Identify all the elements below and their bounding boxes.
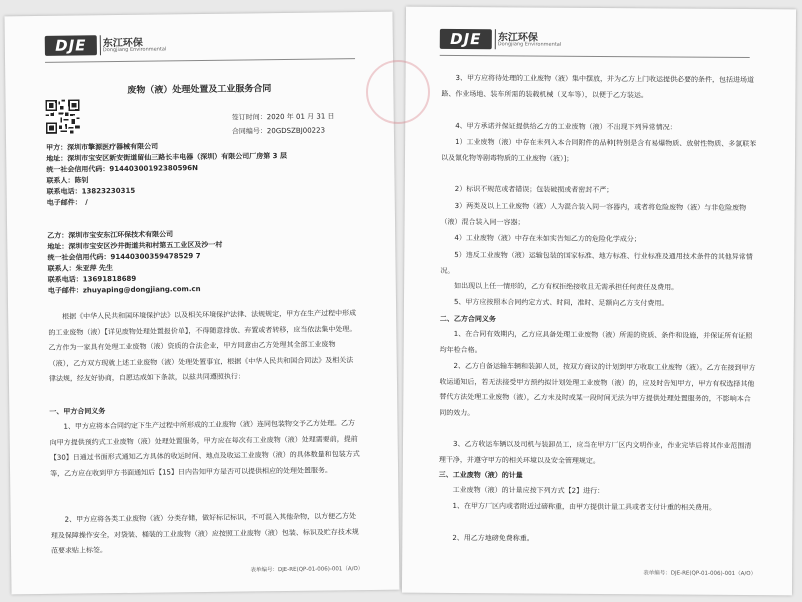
- clause-a4-item-4: 4）工业废物（液）中存在未如实告知乙方的危险化学成分；: [454, 233, 641, 244]
- section-heading-metering: 三、工业废物（液）的计量: [438, 470, 523, 480]
- party-b-address: 地址：深圳市宝安区沙井街道共和村第五工业区及沙一村: [47, 240, 223, 251]
- company-logo: DJE: [45, 35, 97, 56]
- seal-stamp-icon: [366, 60, 430, 124]
- clause-a1: 1、甲方应将本合同约定下生产过程中所形成的工业废物（液）连同包装物交予乙方处理。乙方向甲方提供预约式工业废物（液）处理处置服务，甲方应在每次有工业废物（液）处理需要前，提前【30】日通过书面形式通知乙方具体的收运时间、地点及收运工业废物（液）的具体数量和包装方式等，乙方应在收到甲方书面通知后【15】日内告知甲方是否可以提供相应的处理处置服务。: [49, 419, 360, 478]
- clause-b2: 2、乙方自备运输车辆和装卸人员，按双方商议的计划到甲方收取工业废物（液）。乙方在接到甲方收运通知后，若无法接受甲方预约拟计划处理工业废物（液）的，应及时告知甲方，甲方有权选择其他替代方法处理工业废物（液），乙方未及时或某一段时间无法为甲方提供处理处置服务的，不影响本合同的效力。: [439, 361, 756, 417]
- clause-a2: 2、甲方应将各类工业废物（液）分类存储，做好标记标识，不可混入其他杂物，以方便乙方处理及保障操作安全，对袋装、桶装的工业废物（液）应按照工业废物（液）包装、标识及贮存技术规范要求贴上标签。: [50, 512, 359, 555]
- party-a-email: 电子邮件： /: [46, 198, 88, 207]
- contract-number: 合同编号：20GDSZBJ00223: [231, 126, 326, 136]
- party-a-contact: 联系人：陈钊: [46, 176, 89, 185]
- company-name: 东江环保: [497, 32, 538, 44]
- page-header: [440, 25, 750, 58]
- clause-a5: 5、甲方应按照本合同约定方式、时间，准时、足额向乙方支付费用。: [453, 297, 669, 308]
- contract-title: 废物（液）处理处置及工业服务合同: [127, 84, 272, 96]
- company-name: 东江环保: [102, 37, 143, 50]
- contract-preamble: 根据《中华人民共和国环境保护法》以及相关环境保护法律、法规规定，甲方在生产过程中形成的工业废物（液）【详见废物处理处置报价单】，不得随意排放、弃置或者转移，应当依法集中处理。乙方作为一家具有处理工业废物（液）资质的合法企业，甲方同意由乙方处理其全部工业废物（液），乙方双方现就上述工业废物（液）处理处置事宜，根据《中华人民共和国合同法》及相关法律法规，经友好协商，自愿达成如下条款，以兹共同遵照执行：: [48, 309, 357, 383]
- section-heading-party-b: 二、乙方合同义务: [439, 314, 496, 324]
- party-b-phone: 联系电话：13691818689: [47, 274, 137, 284]
- party-b-contact: 联系人：朱亚萍 先生: [47, 264, 114, 273]
- party-a-phone: 联系电话：13823230315: [46, 186, 136, 196]
- section-heading-party-a: 一、甲方合同义务: [49, 407, 106, 416]
- sign-date: 签订时间：2020 年 01 月 31 日: [231, 112, 335, 122]
- company-name-en: Dongjiang Environmental: [102, 46, 167, 54]
- party-b-email: 电子邮件：zhuyaping@dongjiang.com.cn: [47, 285, 201, 295]
- party-b-credit-code: 统一社会信用代码：91440300359478529 7: [47, 252, 201, 262]
- page-header: [45, 28, 355, 63]
- clause-a4-item-5: 5）违反工业废物（液）运输包装的国家标准、地方标准、行业标准及通用技术条件的其他异常情况。: [440, 250, 753, 275]
- qr-code-icon: [46, 99, 80, 133]
- contract-page-1: [4, 12, 399, 595]
- clause-a4-item-2: 2）标识不规范或者错误；包装破损或者密封不严；: [454, 184, 614, 195]
- party-b-name: 乙方：深圳市宝安东江环保技术有限公司: [47, 230, 174, 240]
- form-number: 表单编号：DJE-RE(QP-01-006)-001（A/O）: [250, 566, 364, 574]
- clause-a4-item-1: 1）工业废物（液）中存在未列入本合同附件的品种[特别是含有易爆物质、放射性物质、多氯联苯以及氰化物等剧毒物质的工业废物（液）]；: [440, 137, 757, 163]
- company-name-en: Dongjiang Environmental: [497, 41, 562, 48]
- metering-option-1: 1、在甲方厂区内或者附近过磅称重，由甲方提供计量工具或者支付计重的相关费用。: [452, 501, 717, 512]
- party-a-address: 地址：深圳市宝安区新安街道留仙三路长丰电器（深圳）有限公司厂房第 3 层: [46, 151, 288, 163]
- clause-a4-item-3: 3）两类及以上工业废物（液）人为混合装入同一容器内，或者将危险废物（液）与非危险废物（液）混合装入同一容器；: [440, 201, 747, 226]
- clause-a4: 4、甲方承诺并保证提供给乙方的工业废物（液）不出现下列异常情况：: [455, 121, 677, 132]
- metering-option-2: 2、用乙方地磅免费称重。: [452, 533, 534, 543]
- contract-page-2: [402, 7, 796, 596]
- clause-b3: 3、乙方收运车辆以及司机与装卸员工，应当在甲方厂区内文明作业，作业完毕后将其作业范围清理干净，并遵守甲方的相关环境以及安全管理规定。: [438, 439, 752, 465]
- clause-b1: 1、在合同有效期内，乙方应具备处理工业废物（液）所需的资质、条件和设施，并保证所有证照均年检合格。: [439, 329, 753, 354]
- party-a-credit-code: 统一社会信用代码：91440300192380596N: [46, 164, 199, 174]
- company-logo: DJE: [440, 29, 492, 49]
- form-number: 表单编号：DJE-RE(QP-01-006)-001（A/O）: [643, 570, 757, 578]
- metering-intro: 工业废物（液）的计量应按下列方式【2】进行：: [452, 485, 605, 496]
- clause-a3: 3、甲方应将待处理的工业废物（液）集中摆放，并为乙方上门收运提供必要的条件，包括进场道路、作业场地、装车所需的装载机械（叉车等），以便于乙方装运。: [441, 73, 755, 99]
- clause-a4-consequence: 如出现以上任一情形的，乙方有权拒绝接收且无需承担任何责任及费用。: [454, 281, 679, 292]
- party-a-name: 甲方：深圳市擎源医疗器械有限公司: [46, 142, 159, 152]
